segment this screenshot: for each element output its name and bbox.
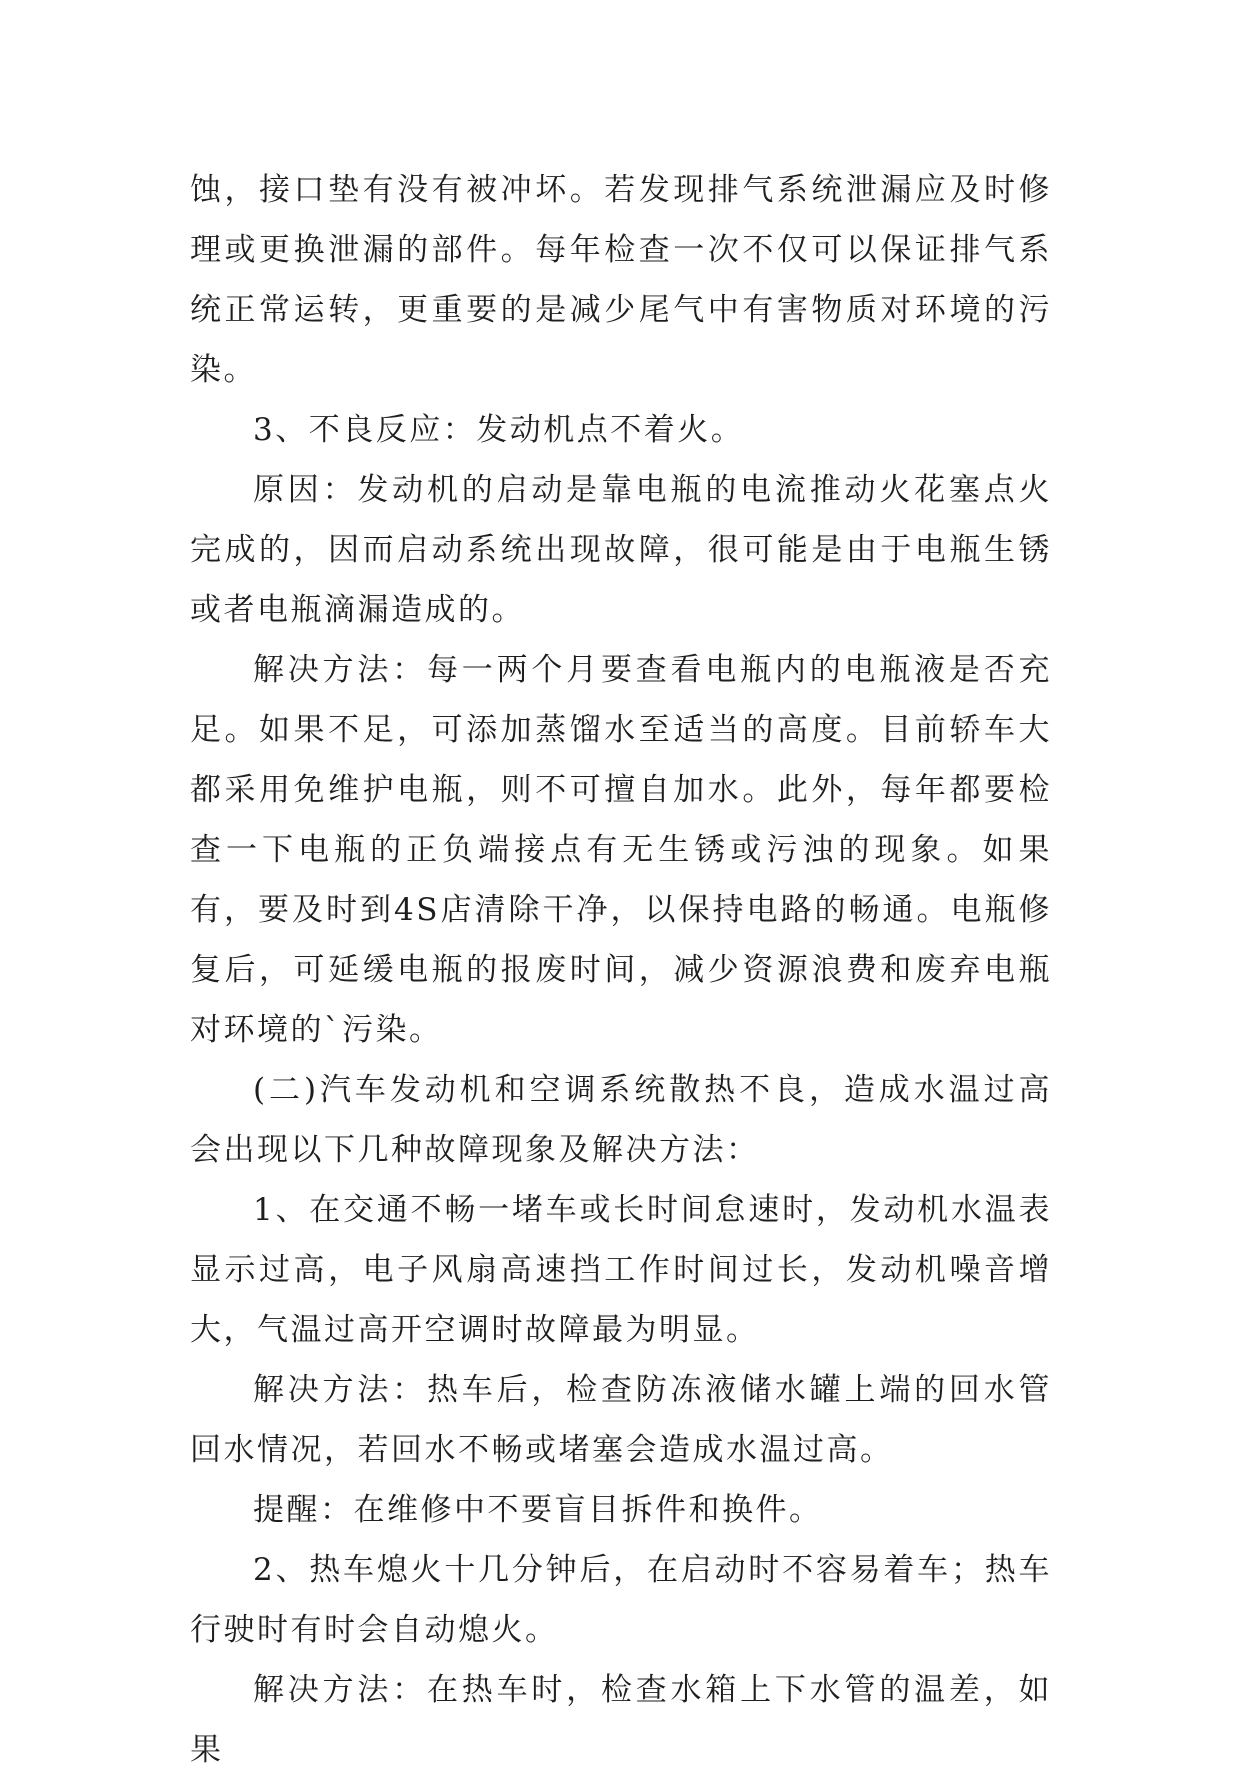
paragraph: 提醒：在维修中不要盲目拆件和换件。 [253,1492,823,1528]
paragraph: 原因：发动机的启动是靠电瓶的电流推动火花塞点火完成的，因而启动系统出现故障，很可能是由于电瓶生锈或者电瓶滴漏造成的。 [190,472,1052,628]
paragraph: 解决方法：在热车时，检查水箱上下水管的温差，如果 [190,1672,1052,1768]
document-body [190,160,1052,1780]
paragraph: 1、在交通不畅一堵车或长时间怠速时，发动机水温表显示过高，电子风扇高速挡工作时间过长，发动机噪音增大，气温过高开空调时故障最为明显。 [190,1192,1052,1348]
paragraph: 3、不良反应：发动机点不着火。 [253,412,745,448]
paragraph: 解决方法：热车后，检查防冻液储水罐上端的回水管回水情况，若回水不畅或堵塞会造成水温过高。 [190,1372,1052,1468]
paragraph: (二)汽车发动机和空调系统散热不良，造成水温过高会出现以下几种故障现象及解决方法： [190,1072,1052,1168]
paragraph: 解决方法：每一两个月要查看电瓶内的电瓶液是否充足。如果不足，可添加蒸馏水至适当的高度。目前轿车大都采用免维护电瓶，则不可擅自加水。此外，每年都要检查一下电瓶的正负端接点有无生锈或污浊的现象。如果有，要及时到4S店清除干净，以保持电路的畅通。电瓶修复后，可延缓电瓶的报废时间，减少资源浪费和废弃电瓶对环境的`污染。 [190,652,1052,1048]
paragraph: 2、热车熄火十几分钟后，在启动时不容易着车；热车行驶时有时会自动熄火。 [190,1552,1052,1648]
paragraph: 蚀，接口垫有没有被冲坏。若发现排气系统泄漏应及时修理或更换泄漏的部件。每年检查一次不仅可以保证排气系统正常运转，更重要的是减少尾气中有害物质对环境的污染。 [190,172,1052,388]
